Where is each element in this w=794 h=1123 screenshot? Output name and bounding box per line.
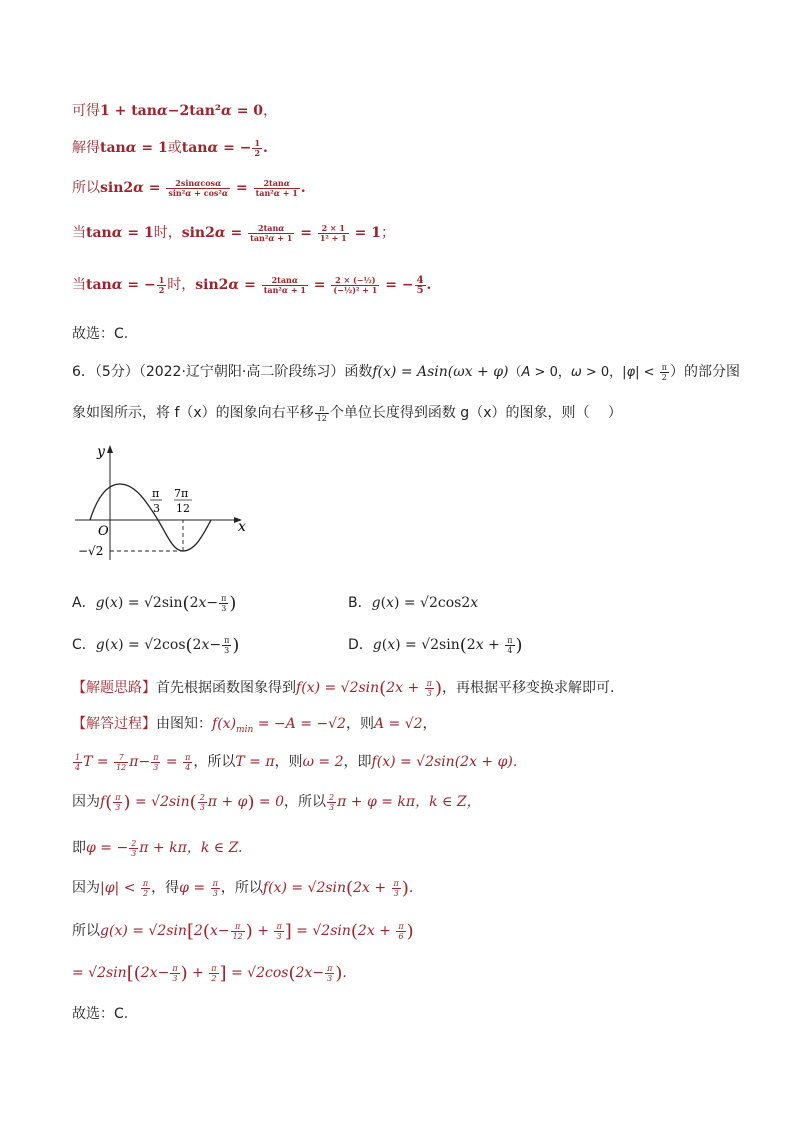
origin-label: O — [98, 524, 109, 539]
solution-step-4: 即φ = − $\frac{2}{3}$ π + kπ，k ∈ Z. — [72, 838, 243, 858]
y-axis-label: y — [97, 444, 105, 460]
sol5-line-2: 解得tanα = 1或tanα = − $\frac{1}{2}$ . — [72, 137, 268, 158]
solution-step-1: 【解答过程】由图知：$f(x)_{min} = -A = -√2$，则A = √2， — [72, 716, 437, 735]
sol5-line-5: 当tanα = − $\frac{1}{2}$ 时，sin2α = $\frac{2\tan\alpha}{\text{tan²α + 1}}$ = $\frac{\text{2 × (−½)}}{\text{(−½)² + 1}}$ = − $\frac{4}{5}$ . — [72, 274, 432, 296]
tick-7pi-12-num: 7π — [174, 487, 189, 500]
option-d[interactable]: D．g(x) = √2sin(2x + $\frac{\pi}{4}$ ) — [348, 635, 523, 656]
solution-step-5: 因为|φ| < $\frac{\pi}{2}$ ，得φ = $\frac{\pi}{3}$ ，所以f(x) = √2sin(2x + $\frac{\pi}{3}$ ). — [72, 878, 414, 899]
option-c[interactable]: C．g(x) = √2cos(2x− $\frac{\pi}{3}$ ) — [72, 635, 240, 656]
sol5-line-4: 当tanα = 1时，sin2α = $\frac{2\tan\alpha}{\text{tan²α + 1}}$ = $\frac{2 \times 1}{\text{1² + 1}}$ = 1； — [72, 222, 395, 243]
option-b[interactable]: B．g(x) = √2cos2x — [348, 595, 479, 611]
sol5-line-1: 可得1 + tanα−2tan²α = 0， — [72, 103, 278, 119]
tick-pi-3-den: 3 — [153, 502, 160, 515]
sol5-answer: 故选：C. — [72, 326, 129, 342]
q6-stem-line-2: 象如图所示，将 f（x）的图象向右平移 $\frac{\pi}{12}$ 个单位长度得到函数 g（x）的图象，则（ ） — [72, 403, 622, 423]
solution-answer: 故选：C. — [72, 1006, 129, 1022]
solution-step-7: = √2sin[(2x− $\frac{\pi}{3}$ ) + $\frac{\pi}{2}$ ] = √2cos(2x− $\frac{\pi}{3}$ ). — [72, 963, 347, 984]
q6-function-graph — [70, 440, 260, 565]
x-axis-label: x — [238, 519, 246, 535]
solution-step-2: $\frac{1}{4}$ T = $\frac{7}{12}$ π− $\frac{\pi}{3}$ = $\frac{\pi}{4}$ ，所以T = π，则ω = 2，即f(x) = √2sin(2x + φ). — [75, 752, 518, 772]
solution-step-3: 因为f( $\frac{\pi}{3}$ ) = √2sin( $\frac{2}{3}$ π + φ) = 0，所以 $\frac{2}{3}$ π + φ = kπ，k ∈ Z， — [72, 792, 481, 813]
solution-step-6: 所以g(x) = √2sin[2(x− $\frac{\pi}{12}$ ) + $\frac{\pi}{3}$ ] = √2sin(2x + $\frac{\pi}{6}$ ) — [72, 921, 414, 942]
option-a[interactable]: A．g(x) = √2sin(2x− $\frac{\pi}{3}$ ) — [72, 593, 237, 614]
sol5-line-3: 所以sin2α = $\frac{2\sin\alpha\cos\alpha}{\text{sin²α + cos²α}}$ = $\frac{2\tan\alpha}{\text{tan²α + 1}}$ . — [72, 177, 306, 198]
q6-stem-line-1: 6．（5分）（2022·辽宁朝阳·高二阶段练习）函数f(x) = Asin(ωx + φ)（A > 0，ω > 0，|φ| < $\frac{\pi}{2}$ ）的部分图 — [72, 362, 740, 382]
min-value-label: −√2 — [78, 544, 104, 558]
solution-idea: 【解题思路】首先根据函数图象得到f(x) = √2sin(2x + $\frac{\pi}{3}$ )，再根据平移变换求解即可. — [72, 678, 615, 699]
tick-pi-3-num: π — [152, 487, 160, 500]
tick-7pi-12-den: 12 — [176, 502, 190, 515]
